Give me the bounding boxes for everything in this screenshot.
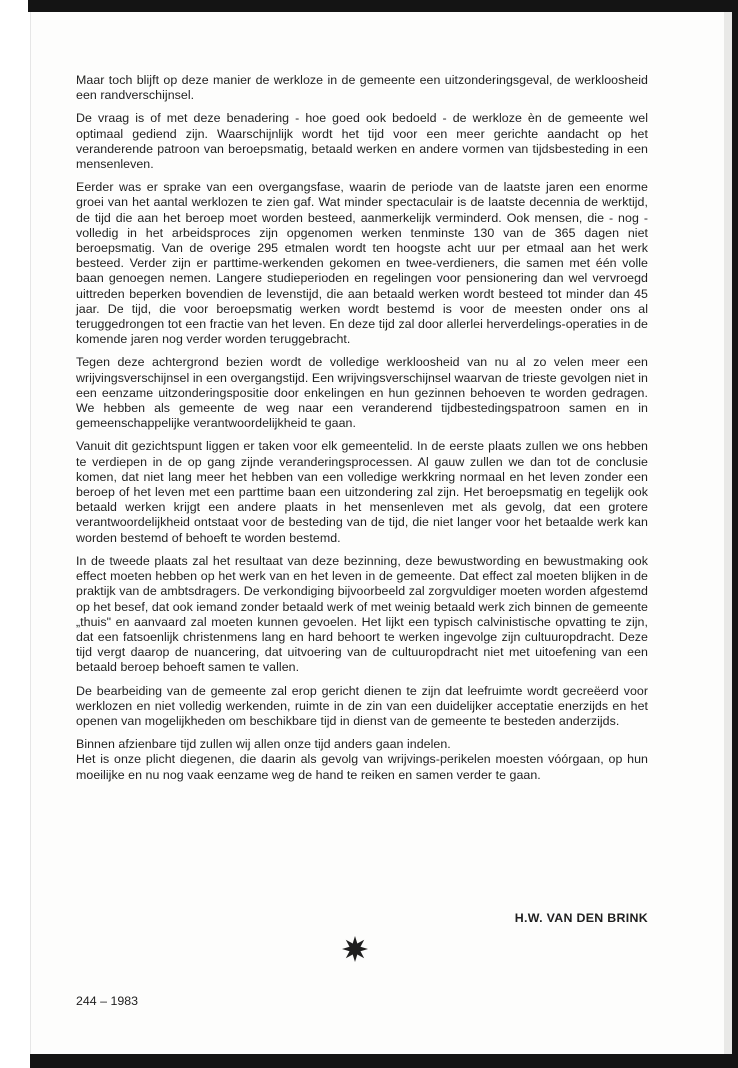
scan-border-top bbox=[28, 0, 738, 12]
paragraph-4: Tegen deze achtergrond bezien wordt de volledige werkloosheid van nu al zo velen meer een wrijvingsverschijnsel in een overgangstijd. Een wrijvingsverschijnsel waarvan de trieste gevolgen niet in een eenzame uitzonderingspositie door enkelingen en hun gezinnen behoeven te worden gedragen. We hebben als gemeente de weg naar een veranderend tijdbestedingspatroon samen en in gemeenschappelijke verantwoordelijkheid te gaan. bbox=[76, 355, 648, 431]
paragraph-8: Binnen afzienbare tijd zullen wij allen onze tijd anders gaan indelen. bbox=[76, 737, 451, 752]
paragraph-6: In de tweede plaats zal het resultaat van deze bezinning, deze bewustwording en bewustmaking ook effect moeten hebben op het werk van en het leven in de gemeente. Dat effect zal moeten blijken in de praktijk van de ambtsdragers. De verkondiging bijvoorbeeld zal zorgvuldiger moeten worden afgestemd op het besef, dat ook iemand zonder betaald werk of met weinig betaald werk zich binnen de gemeente „thuis" en aanvaard zal moeten kunnen gevoelen. Het lijkt een typisch calvinistische opvatting te zijn, dat een fatsoenlijk christenmens lang en hard behoort te werken ingevolge zijn cultuuropdracht. Deze tijd vergt daarop de nuancering, dat uitvoering van de cultuuropdracht niet met uitoefening van een betaald beroep behoeft samen te vallen. bbox=[76, 553, 648, 675]
author-signature: H.W. VAN DEN BRINK bbox=[514, 911, 648, 925]
scan-border-bottom bbox=[30, 1054, 738, 1068]
paragraph-9: Het is onze plicht diegenen, die daarin als gevolg van wrijvings-perikelen moesten vóórgaan, op hun moeilijke en nu nog vaak eenzame weg de hand te reiken en samen verder te gaan. bbox=[76, 752, 648, 782]
page-number: 244 – 1983 bbox=[76, 994, 139, 1008]
paragraph-7: De bearbeiding van de gemeente zal erop gericht dienen te zijn dat leefruimte wordt gecreëerd voor werklozen en niet volledig werkenden, ruimte in de zin van een duidelijker acceptatie enerzijds en het openen van mogelijkheden om beschikbare tijd in dienst van de gemeente te besteden anderzijds. bbox=[76, 683, 648, 728]
paragraph-2: De vraag is of met deze benadering - hoe goed ook bedoeld - de werkloze èn de gemeente wel optimaal gediend zijn. Waarschijnlijk wordt het tijd voor een meer gerichte aandacht op het veranderende patroon van beroepsmatig, betaald werken en andere vormen van tijdsbesteding in een mensenleven. bbox=[76, 111, 648, 172]
eight-pointed-star-icon bbox=[341, 935, 369, 963]
article-body bbox=[76, 73, 648, 791]
paragraph-3: Eerder was er sprake van een overgangsfase, waarin de periode van de laatste jaren een enorme groei van het aantal werklozen te zien gaf. Wat minder spectaculair is de laatste decennia de werktijd, de tijd die aan het beroep moet worden besteed, aanmerkelijk verminderd. Ook mensen, die - nog - volledig in het arbeidsproces zijn opgenomen werken tenminste 130 van de 365 dagen niet beroepsmatig. Van de overige 295 etmalen wordt ten hoogste acht uur per etmaal aan het werk besteed. Verder zijn er parttime-werkenden gekomen en twee-verdieners, die samen met één volle baan genoegen nemen. Langere studieperioden en regelingen voor pensionering dan wel vervroegd uittreden beperken bovendien de levenstijd, die aan betaald werken wordt besteed tot minder dan 45 jaar. De tijd, die voor beroepsmatig werken wordt bestemd is voor de meesten onder ons al teruggedrongen tot een fractie van het leven. En deze tijd zal door allerlei herverdelings-operaties in de komende jaren nog verder worden teruggebracht. bbox=[76, 180, 648, 347]
paragraph-1: Maar toch blijft op deze manier de werkloze in de gemeente een uitzonderingsgeval, de werkloosheid een randverschijnsel. bbox=[76, 73, 648, 103]
page-edge-shadow bbox=[724, 12, 732, 1054]
scan-border-right bbox=[732, 0, 738, 1068]
paragraph-5: Vanuit dit gezichtspunt liggen er taken voor elk gemeentelid. In de eerste plaats zullen we ons hebben te verdiepen in de op gang zijnde veranderingsprocessen. Al gauw zullen we dan tot de conclusie komen, dat niet lang meer het hebben van een volledige werkkring normaal en het leven zonder een beroep of het leven met een parttime baan een uitzondering zal zijn. Het beroepsmatig en tegelijk ook betaald werken krijgt een andere plaats in het mensenleven met als gevolg, dat een grotere verantwoordelijkheid ontstaat voor de besteding van de tijd, die niet langer voor het betaalde werk kan worden bestemd of behoeft te worden bestemd. bbox=[76, 439, 648, 545]
